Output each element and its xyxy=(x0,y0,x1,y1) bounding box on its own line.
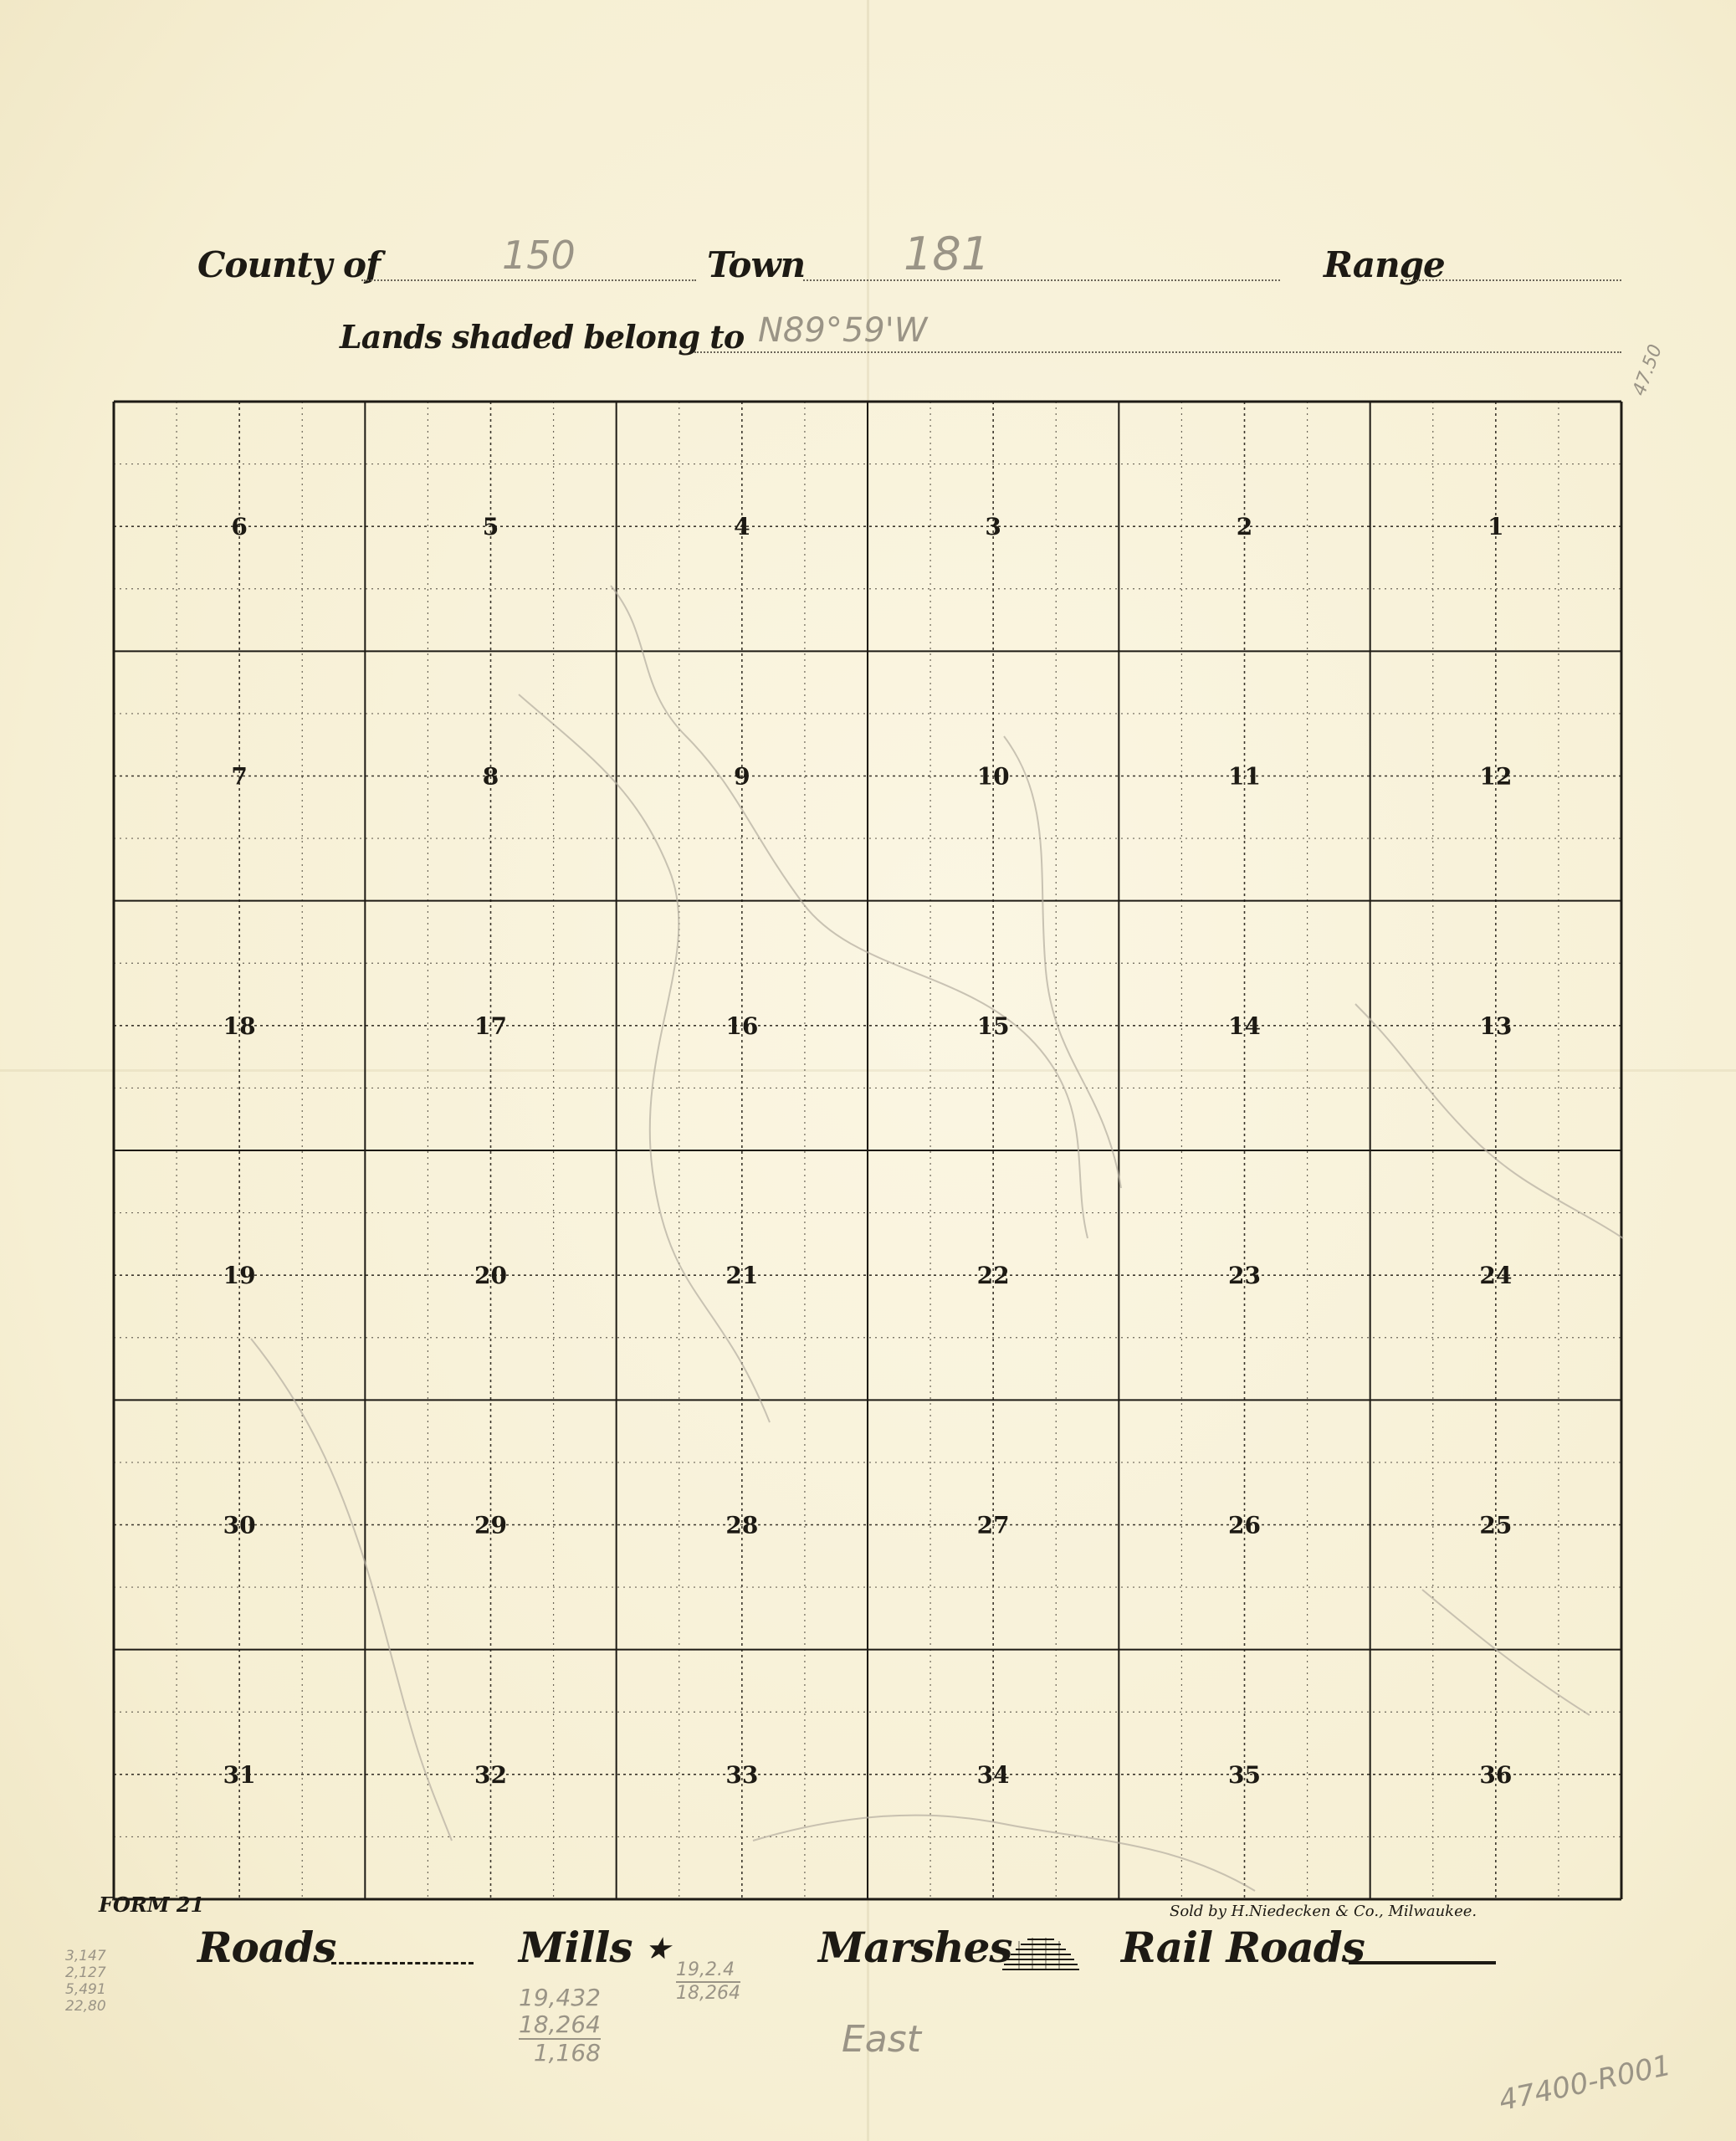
section-number: 19 xyxy=(223,1262,256,1290)
calc-line: 19,432 xyxy=(519,1984,601,2011)
lands-shaded-label: Lands shaded belong to xyxy=(340,318,745,356)
margin-calc-line: 2,127 xyxy=(65,1964,106,1981)
section-number: 20 xyxy=(474,1262,507,1290)
section-number: 30 xyxy=(223,1511,256,1539)
section-number: 36 xyxy=(1479,1760,1513,1789)
section-number: 24 xyxy=(1479,1262,1513,1290)
section-number: 15 xyxy=(976,1012,1010,1040)
margin-calc-line: 5,491 xyxy=(65,1981,106,1998)
margin-note-top-right: 47.50 xyxy=(1628,341,1667,399)
bottom-east-note: East xyxy=(842,2018,921,2061)
calc-line: 19,2.4 xyxy=(676,1959,740,1983)
section-number: 11 xyxy=(1228,762,1261,791)
margin-calc-stack xyxy=(65,1948,106,2015)
legend-roads-symbol xyxy=(331,1962,474,1964)
seller-imprint: Sold by H.Niedecken & Co., Milwaukee. xyxy=(1170,1903,1477,1920)
bottom-calc-center xyxy=(676,1959,740,2005)
section-number: 29 xyxy=(474,1511,507,1539)
legend-railroads-symbol xyxy=(1349,1961,1496,1964)
pencil-stream-6 xyxy=(251,1339,452,1841)
county-label: County of xyxy=(197,244,381,285)
section-number: 3 xyxy=(985,513,1001,541)
section-number: 32 xyxy=(474,1760,507,1789)
section-number: 23 xyxy=(1228,1262,1261,1290)
section-number: 12 xyxy=(1479,762,1513,791)
section-number: 6 xyxy=(231,513,248,541)
section-number: 28 xyxy=(725,1511,759,1539)
marsh-symbol-icon xyxy=(1002,1934,1079,1971)
bottom-right-note: 47400-R001 xyxy=(1496,2048,1674,2118)
calc-line: 18,264 xyxy=(676,1983,740,2004)
section-number: 1 xyxy=(1488,513,1504,541)
section-number: 8 xyxy=(482,762,499,791)
section-number: 31 xyxy=(223,1760,256,1789)
section-lines xyxy=(114,402,1621,1899)
section-number: 2 xyxy=(1236,513,1253,541)
range-label: Range xyxy=(1324,244,1445,285)
margin-calc-line: 3,147 xyxy=(65,1948,106,1964)
pencil-stream-lines xyxy=(251,586,1623,1891)
county-handwritten-value: 150 xyxy=(502,233,576,278)
calc-line: 1,168 xyxy=(533,2039,601,2067)
section-number: 9 xyxy=(734,762,750,791)
section-number: 26 xyxy=(1228,1511,1261,1539)
pencil-stream-3 xyxy=(1004,736,1121,1188)
section-number: 22 xyxy=(976,1262,1010,1290)
calc-line: 18,264 xyxy=(519,2010,601,2038)
section-number: 35 xyxy=(1228,1760,1261,1789)
legend-mills-label: Mills xyxy=(519,1923,632,1972)
form-number: FORM 21 xyxy=(99,1893,205,1917)
section-number: 10 xyxy=(976,762,1010,791)
mill-star-icon: ★ xyxy=(646,1933,669,1964)
section-number: 4 xyxy=(734,513,750,541)
bottom-calc-left xyxy=(519,1985,601,2067)
section-number: 25 xyxy=(1479,1511,1513,1539)
section-number: 18 xyxy=(223,1012,256,1040)
section-number: 7 xyxy=(231,762,248,791)
legend-railroads-label: Rail Roads xyxy=(1121,1923,1365,1972)
section-number: 27 xyxy=(976,1511,1010,1539)
section-number: 16 xyxy=(725,1012,759,1040)
pencil-stream-5 xyxy=(753,1816,1255,1891)
legend-roads-label: Roads xyxy=(197,1923,336,1972)
town-handwritten-value: 181 xyxy=(904,228,991,280)
margin-calc-line: 22,80 xyxy=(65,1998,106,2015)
pencil-stream-7 xyxy=(1422,1590,1590,1715)
section-number: 5 xyxy=(482,513,499,541)
section-number: 34 xyxy=(976,1760,1010,1789)
pencil-stream-1 xyxy=(611,586,1088,1238)
town-label: Town xyxy=(707,244,806,285)
section-number: 21 xyxy=(725,1262,759,1290)
section-number: 14 xyxy=(1228,1012,1261,1040)
section-number: 17 xyxy=(474,1012,507,1040)
section-number: 33 xyxy=(725,1760,759,1789)
pencil-stream-2 xyxy=(519,694,770,1422)
section-number: 13 xyxy=(1479,1012,1513,1040)
legend-marshes-label: Marshes xyxy=(818,1923,1012,1972)
lands-handwritten-value: N89°59'W xyxy=(758,311,928,350)
